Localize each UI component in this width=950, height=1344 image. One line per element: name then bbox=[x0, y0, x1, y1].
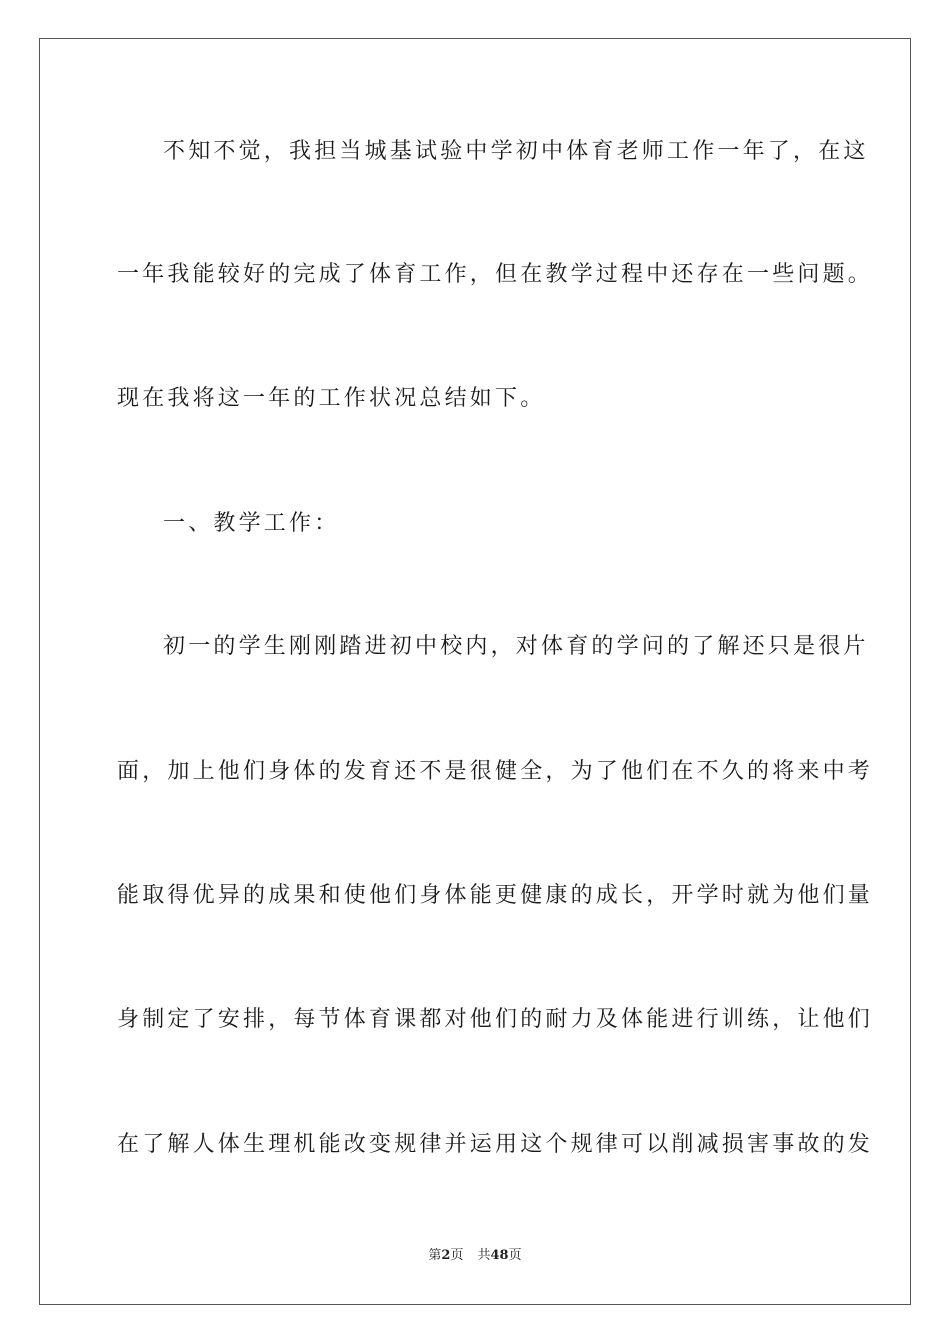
page-prefix: 第 bbox=[428, 1248, 442, 1263]
total-prefix: 共 bbox=[477, 1248, 491, 1263]
paragraph-line: 初一的学生刚刚踏进初中校内，对体育的学问的了解还只是很片 bbox=[163, 634, 869, 659]
paragraph-line: 身制定了安排，每节体育课都对他们的耐力及体能进行训练，让他们 bbox=[117, 1007, 874, 1032]
page-suffix: 页 bbox=[450, 1248, 464, 1263]
paragraph-line: 现在我将这一年的工作状况总结如下。 bbox=[117, 386, 546, 411]
page-border bbox=[39, 38, 911, 1305]
section-heading: 一、教学工作： bbox=[163, 511, 340, 536]
paragraph-line: 一年我能较好的完成了体育工作，但在教学过程中还存在一些问题。 bbox=[117, 262, 874, 287]
page-number: 2 bbox=[441, 1248, 451, 1263]
paragraph-line: 能取得优异的成果和使他们身体能更健康的成长，开学时就为他们量 bbox=[117, 883, 874, 908]
paragraph-line: 面，加上他们身体的发育还不是很健全，为了他们在不久的将来中考 bbox=[117, 759, 874, 784]
page-footer bbox=[0, 1248, 950, 1264]
paragraph-line: 不知不觉，我担当城基试验中学初中体育老师工作一年了，在这 bbox=[163, 139, 869, 164]
total-suffix: 页 bbox=[508, 1248, 522, 1263]
paragraph-line: 在了解人体生理机能改变规律并运用这个规律可以削减损害事故的发 bbox=[117, 1132, 874, 1157]
total-pages: 48 bbox=[490, 1248, 509, 1263]
